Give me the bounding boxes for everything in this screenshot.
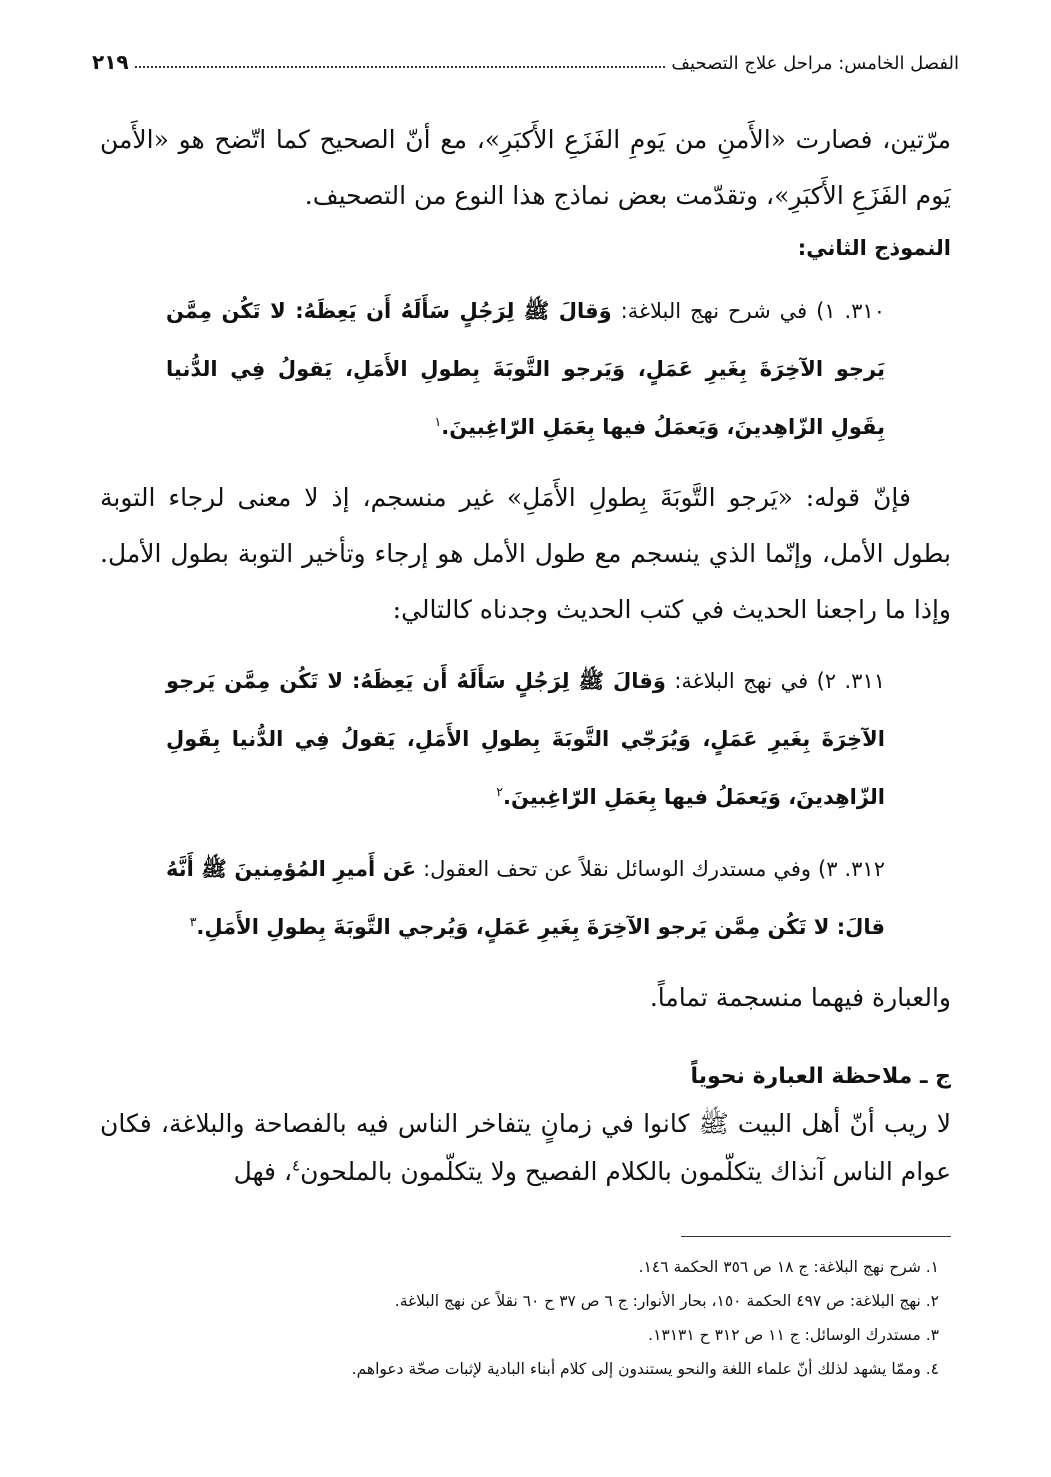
hadith-text-end: . bbox=[196, 915, 205, 939]
hadith-310 bbox=[166, 282, 885, 456]
paragraph-conclusion: والعبارة فيهما منسجمة تماماً. bbox=[649, 983, 951, 1012]
hadith-text: وَقالَ ﷺ لِرَجُلٍ سَأَلَهُ أَن يَعِظَهُ: لا تَكُن مِمَّن يَرجو الآخِرَةَ بِغَيرِ عَمَلٍ، bbox=[166, 669, 885, 751]
hadith-highlight: وَيُرجي التَّوبَةَ بِطولِ الأَمَلِ bbox=[204, 915, 469, 939]
hadith-311 bbox=[166, 652, 885, 826]
hadith-text-end: ، يَقولُ فِي الدُّنيا بِقَولِ الزّاهِدينَ، وَيَعمَلُ فيها بِعَمَلِ الرّاغِبينَ. bbox=[166, 357, 885, 439]
footnote-ref[interactable]: ٢ bbox=[496, 784, 503, 799]
model-two-heading: النموذج الثاني: bbox=[797, 236, 951, 260]
footnote-1: ١. شرح نهج البلاغة: ج ١٨ ص ٣٥٦ الحكمة ١٤٦. bbox=[638, 1258, 939, 1276]
chapter-title: الفصل الخامس: مراحل علاج التصحيف bbox=[671, 53, 959, 74]
hadith-text-end: ، يَقولُ فِي الدُّنيا بِقَولِ الزّاهِدينَ، وَيَعمَلُ فيها بِعَمَلِ الرّاغِبينَ. bbox=[166, 727, 885, 809]
footnote-3: ٣. مستدرك الوسائل: ج ١١ ص ٣١٢ ح ١٣١٣١. bbox=[648, 1326, 939, 1344]
hadith-text: وَقالَ ﷺ لِرَجُلٍ سَأَلَهُ أَن يَعِظَهُ: لا تَكُن مِمَّن يَرجو الآخِرَةَ بِغَيرِ عَمَلٍ، bbox=[166, 299, 885, 381]
paragraph-analysis: فإنّ قوله: «يَرجو التَّوبَةَ بِطولِ الأَمَلِ» غير منسجم، إذ لا معنى لرجاء التوبة بطول الأمل، وإنّما الذي ينسجم مع طول الأمل هو إرجاء وتأخير التوبة بطول الأمل. وإذا ما راجعنا الحديث في كتب الحديث وجدناه كالتالي: bbox=[100, 483, 951, 624]
hadith-source: في شرح نهج البلاغة: bbox=[611, 299, 817, 323]
hadith-number: ٣١١. ٢) bbox=[816, 669, 886, 693]
paragraph-tail: ، فهل bbox=[233, 1157, 293, 1186]
hadith-highlight: وَيَرجو التَّوبَةَ بِطولِ الأَمَلِ bbox=[352, 357, 626, 381]
footnote-4: ٤. وممّا يشهد لذلك أنّ علماء اللغة والنحو يستندون إلى كلام أبناء البادية لإثبات صحّة دعواهم. bbox=[351, 1360, 939, 1378]
dot-leader bbox=[135, 66, 666, 68]
page-body bbox=[100, 112, 951, 1196]
hadith-number: ٣١٠. ١) bbox=[816, 299, 885, 323]
hadith-number: ٣١٢. ٣) bbox=[818, 857, 885, 881]
footnote-2: ٢. نهج البلاغة: ص ٤٩٧ الحكمة ١٥٠، بحار الأنوار: ج ٦ ص ٣٧ ح ٦٠ نقلاً عن نهج البلاغة. bbox=[394, 1292, 939, 1310]
footnote-divider bbox=[681, 1236, 951, 1237]
footnote-ref[interactable]: ٤ bbox=[292, 1156, 301, 1175]
footnote-ref[interactable]: ١ bbox=[434, 414, 442, 429]
hadith-highlight: وَيُرَجّي التَّوبَةَ بِطولِ الأَمَلِ bbox=[414, 727, 691, 751]
hadith-312 bbox=[166, 840, 885, 956]
section-c-title: ج ـ ملاحظة العبارة نحوياً bbox=[690, 1064, 951, 1089]
hadith-source: في نهج البلاغة: bbox=[665, 669, 817, 693]
hadith-source: وفي مستدرك الوسائل نقلاً عن تحف العقول: bbox=[416, 857, 819, 881]
footnote-ref[interactable]: ٣ bbox=[189, 914, 197, 929]
paragraph-section-c bbox=[100, 1100, 951, 1196]
paragraph-text: لا ريب أنّ أهل البيت ﷺ كانوا في زمانٍ يتفاخر الناس فيه بالفصاحة والبلاغة، فكان عوام الناس آنذاك يتكلّمون بالكلام الفصيح ولا يتكلّمون بالملحون bbox=[100, 1109, 951, 1186]
page-number: ٢١٩ bbox=[92, 50, 129, 74]
hadith-text: عَن أَميرِ المُؤمِنينَ ﷺ أَنَّهُ قالَ: لا تَكُن مِمَّن يَرجو الآخِرَةَ بِغَيرِ عَمَلٍ، bbox=[166, 857, 885, 939]
running-header bbox=[92, 40, 959, 74]
paragraph-intro: مرّتين، فصارت «الأَمنِ من يَومِ الفَزَعِ الأَكبَرِ»، مع أنّ الصحيح كما اتّضح هو «الأَمن يَوم الفَزَعِ الأَكبَرِ»، وتقدّمت بعض نماذج هذا النوع من التصحيف. bbox=[100, 125, 951, 210]
footnotes bbox=[92, 1250, 939, 1386]
